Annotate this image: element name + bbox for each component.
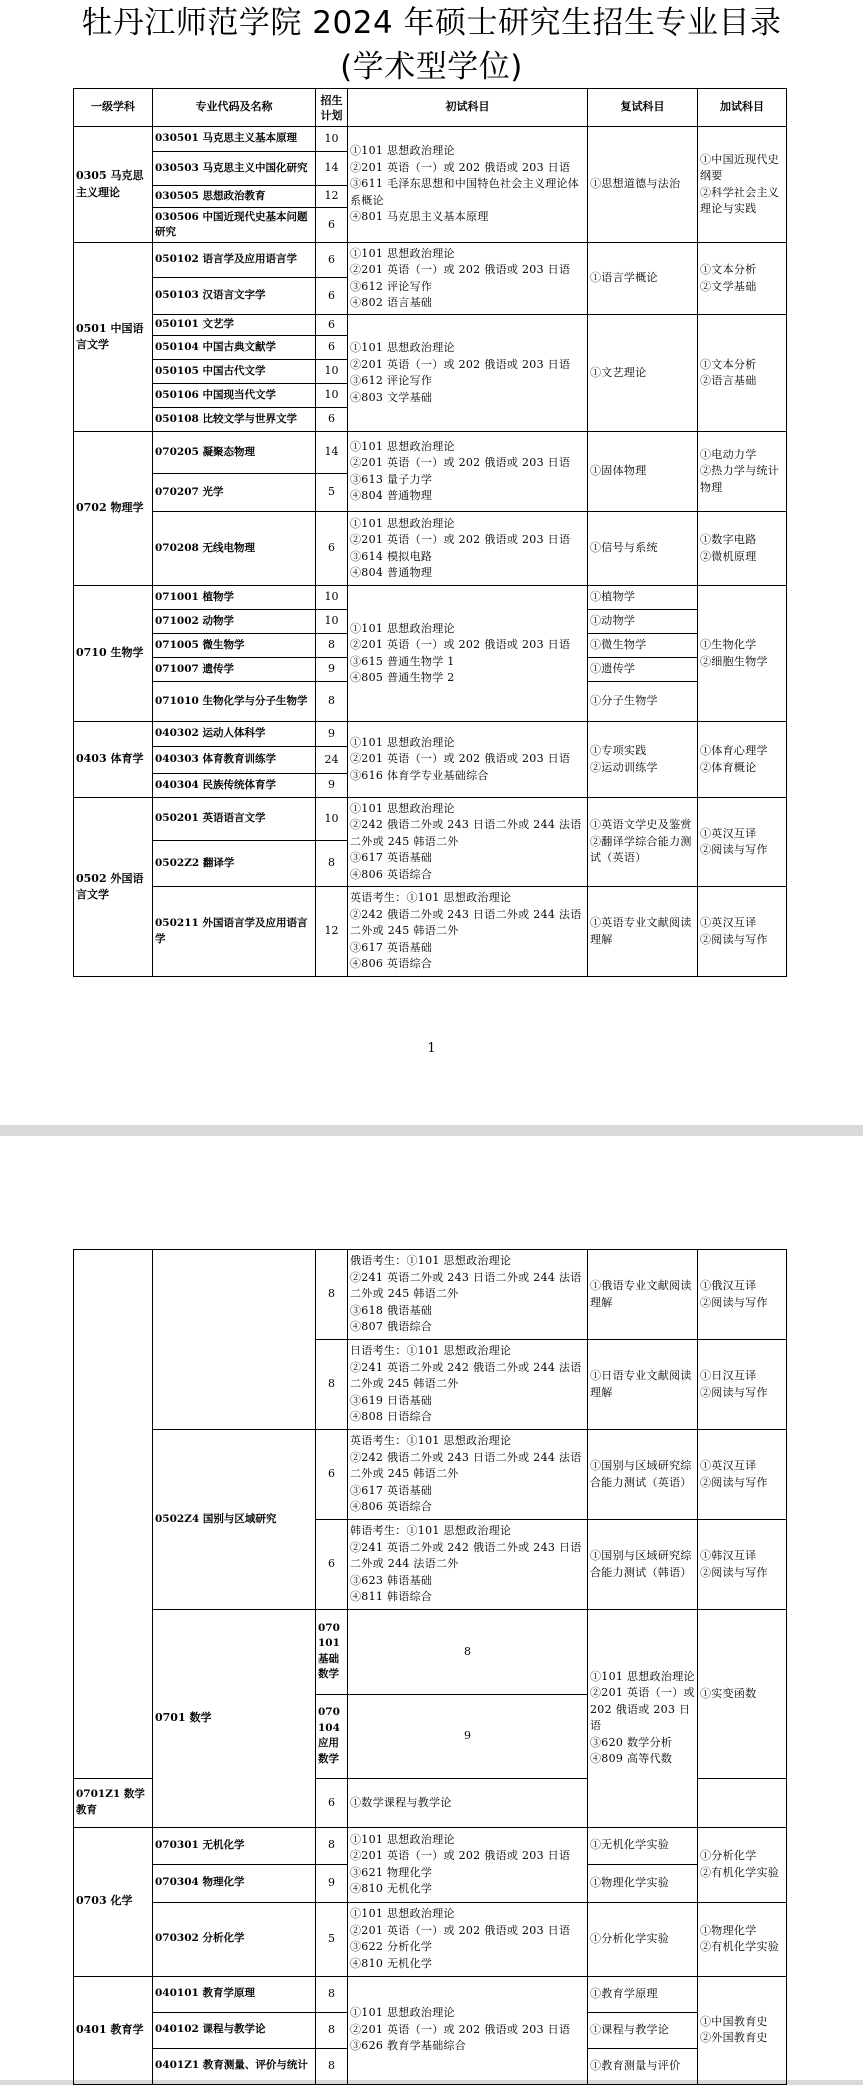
extra-line: ②微机原理	[700, 549, 757, 563]
plan-cell: 14	[316, 152, 348, 186]
extra-line: ②外国教育史	[700, 2031, 768, 2044]
exam-line: ④803 文学基础	[350, 390, 433, 404]
discipline-cell-continued	[74, 1250, 153, 1779]
exam-line: ②242 俄语二外或 243 日语二外或 244 法语二外或 245 韩语二外	[350, 1450, 582, 1481]
extra-cell	[698, 1250, 787, 1340]
extra-line: ①英汉互译	[700, 1459, 757, 1472]
exam-line: ②201 英语（一）或 202 俄语或 203 日语	[350, 1923, 571, 1937]
retest-line: ②翻译学综合能力测试（英语）	[590, 834, 692, 865]
extra-cell	[698, 127, 787, 243]
table-row	[74, 432, 787, 474]
discipline-cell: 0710 生物学	[74, 586, 153, 722]
exam-line: ③621 物理化学	[350, 1865, 433, 1879]
extra-line: ②语言基础	[700, 374, 757, 387]
exam-line: ④806 英语综合	[350, 1500, 433, 1514]
exam-line: 日语考生：①101 思想政治理论	[350, 1344, 512, 1358]
major-cell: 040303 体育教育训练学	[153, 747, 316, 774]
initial-exam-cell	[348, 1902, 588, 1976]
plan-cell: 8	[316, 841, 348, 887]
table-row	[74, 1902, 787, 1976]
table-row	[74, 722, 787, 747]
extra-line: ②阅读与写作	[700, 1295, 768, 1309]
extra-cell	[698, 586, 787, 722]
retest-cell: ①遗传学	[588, 658, 698, 682]
extra-line: ②细胞生物学	[700, 654, 768, 668]
plan-cell: 8	[316, 2048, 348, 2084]
extra-cell	[698, 798, 787, 887]
retest-cell	[588, 127, 698, 243]
exam-line: ①101 思想政治理论	[350, 1832, 455, 1846]
exam-line: ②201 英语（一）或 202 俄语或 203 日语	[350, 2022, 571, 2036]
initial-exam-cell	[588, 1610, 698, 1828]
major-cell: 071010 生物化学与分子生物学	[153, 682, 316, 722]
extra-line: ①文本分析	[700, 263, 757, 276]
extra-cell	[698, 512, 787, 586]
extra-line: ①物理化学	[700, 1923, 757, 1937]
discipline-cell: 0401 教育学	[74, 1976, 153, 2084]
plan-cell: 12	[316, 186, 348, 208]
retest-line: ①思想道德与法治	[590, 177, 681, 191]
retest-cell	[588, 798, 698, 887]
plan-cell: 6	[316, 1520, 348, 1610]
retest-cell	[698, 1610, 787, 1779]
exam-line: ④802 语言基础	[350, 296, 433, 309]
exam-line: ②242 俄语二外或 243 日语二外或 244 法语二外或 245 韩语二外	[350, 818, 582, 848]
initial-exam-cell	[348, 887, 588, 977]
retest-cell: ①动物学	[588, 610, 698, 634]
exam-line: ②241 英语二外或 242 俄语二外或 244 法语二外或 245 韩语二外	[350, 1360, 582, 1391]
major-cell: 050106 中国现当代文学	[153, 384, 316, 408]
extra-cell	[698, 722, 787, 798]
page-subtitle: (学术型学位)	[340, 49, 523, 85]
initial-exam-cell	[348, 243, 588, 315]
retest-line: ①国别与区域研究综合能力测试（英语）	[590, 1459, 692, 1489]
initial-exam-cell	[348, 1976, 588, 2084]
header-retest: 复试科目	[588, 89, 698, 127]
extra-line: ②热力学与统计物理	[700, 464, 780, 494]
extra-line: ②阅读与写作	[700, 1565, 768, 1579]
exam-line: ④810 无机化学	[350, 1882, 433, 1895]
exam-line: ②241 英语二外或 242 俄语二外或 243 日语二外或 244 法语二外	[350, 1540, 582, 1571]
retest-cell	[588, 1827, 698, 1864]
exam-line: ④807 俄语综合	[350, 1320, 433, 1334]
extra-line: ①体育心理学	[700, 744, 768, 757]
retest-line: ①无机化学实验	[590, 1838, 670, 1852]
exam-line: ②201 英语（一）或 202 俄语或 203 日语	[590, 1686, 695, 1733]
table-row	[74, 243, 787, 278]
exam-line: ③618 俄语基础	[350, 1303, 433, 1317]
major-cell: 030505 思想政治教育	[153, 186, 316, 208]
retest-line: ①国别与区域研究综合能力测试（韩语）	[590, 1549, 692, 1579]
retest-cell: ①植物学	[588, 586, 698, 610]
retest-line: ①文艺理论	[590, 365, 647, 379]
exam-line: ②201 英语（一）或 202 俄语或 203 日语	[350, 456, 571, 469]
retest-line: ①英语专业文献阅读理解	[590, 916, 692, 946]
retest-line: ①专项实践	[590, 744, 647, 757]
extra-line: ②阅读与写作	[700, 1475, 768, 1489]
extra-cell	[698, 1902, 787, 1976]
plan-cell: 6	[316, 1430, 348, 1520]
extra-line: ①英汉互译	[700, 916, 757, 929]
retest-cell	[588, 315, 698, 432]
extra-line: ①文本分析	[700, 357, 757, 371]
table-row	[74, 887, 787, 977]
discipline-cell: 0702 物理学	[74, 432, 153, 586]
retest-line: ①物理化学实验	[590, 1875, 670, 1889]
exam-line: 韩语考生：①101 思想政治理论	[350, 1524, 512, 1538]
exam-line: 英语考生：①101 思想政治理论	[350, 1434, 512, 1448]
initial-exam-cell	[348, 722, 588, 798]
plan-cell: 12	[316, 887, 348, 977]
plan-cell: 9	[316, 658, 348, 682]
major-cell: 050108 比较文学与世界文学	[153, 408, 316, 432]
exam-line: ②201 英语（一）或 202 俄语或 203 日语	[350, 752, 571, 766]
initial-exam-cell	[348, 432, 588, 512]
plan-cell: 6	[316, 278, 348, 315]
header-discipline: 一级学科	[74, 89, 153, 127]
exam-line: ④801 马克思主义基本原理	[350, 210, 489, 224]
retest-cell: ①微生物学	[588, 634, 698, 658]
plan-cell: 6	[316, 408, 348, 432]
plan-cell: 8	[316, 1250, 348, 1340]
extra-line: ①生物化学	[700, 638, 757, 651]
exam-line: ④804 普通物理	[350, 566, 433, 579]
exam-line: ④804 普通物理	[350, 489, 433, 502]
major-cell: 0502Z4 国别与区域研究	[153, 1430, 316, 1610]
retest-cell	[348, 1779, 588, 1827]
exam-line: ③615 普通生物学 1	[350, 654, 455, 668]
extra-cell	[698, 1976, 787, 2084]
retest-cell	[588, 243, 698, 315]
extra-cell	[698, 432, 787, 512]
retest-line: ①固体物理	[590, 464, 647, 478]
table-row	[74, 127, 787, 152]
exam-line: ①101 思想政治理论	[350, 144, 455, 158]
exam-line: ③614 模拟电路	[350, 549, 433, 563]
exam-line: ②201 英语（一）或 202 俄语或 203 日语	[350, 357, 571, 371]
retest-cell	[588, 1520, 698, 1610]
major-cell: 0502Z2 翻译学	[153, 841, 316, 887]
extra-line: ②文学基础	[700, 279, 757, 293]
retest-line: ①信号与系统	[590, 541, 658, 555]
major-cell: 050103 汉语言文字学	[153, 278, 316, 315]
retest-line: ①分析化学实验	[590, 1931, 670, 1945]
plan-cell: 8	[316, 1827, 348, 1864]
exam-line: ③611 毛泽东思想和中国特色社会主义理论体系概论	[350, 177, 580, 207]
major-cell: 070101 基础数学	[316, 1610, 348, 1695]
retest-cell	[588, 1902, 698, 1976]
exam-line: ③612 评论写作	[350, 374, 433, 387]
initial-exam-cell	[348, 798, 588, 887]
plan-cell: 14	[316, 432, 348, 474]
plan-cell: 8	[316, 1976, 348, 2012]
plan-cell: 10	[316, 586, 348, 610]
table-row	[74, 1610, 787, 1695]
plan-cell: 8	[316, 634, 348, 658]
initial-exam-cell	[348, 1340, 588, 1430]
plan-cell: 6	[316, 336, 348, 360]
exam-line: ④806 英语综合	[350, 957, 433, 971]
major-cell: 050105 中国古代文学	[153, 360, 316, 384]
plan-cell: 24	[316, 747, 348, 774]
plan-cell: 10	[316, 127, 348, 152]
page-number: 1	[427, 1041, 436, 1056]
major-cell: 0401Z1 教育测量、评价与统计	[153, 2048, 316, 2084]
extra-line: ①韩汉互译	[700, 1549, 757, 1562]
major-cell: 071005 微生物学	[153, 634, 316, 658]
retest-cell	[588, 1430, 698, 1520]
major-cell: 071007 遗传学	[153, 658, 316, 682]
extra-line: ②阅读与写作	[700, 1385, 768, 1399]
exam-line: 英语考生：①101 思想政治理论	[350, 891, 512, 905]
retest-cell	[588, 1864, 698, 1902]
retest-line: ①教育学原理	[590, 1986, 658, 2000]
exam-line: ②242 俄语二外或 243 日语二外或 244 法语二外或 245 韩语二外	[350, 907, 582, 938]
plan-cell: 10	[316, 610, 348, 634]
table-row	[74, 1976, 787, 2012]
extra-line: ①分析化学	[700, 1849, 757, 1862]
extra-line: ②有机化学实验	[700, 1940, 780, 1953]
table-row	[74, 315, 787, 336]
initial-exam-cell	[348, 512, 588, 586]
retest-cell	[588, 722, 698, 798]
major-cell: 070301 无机化学	[153, 1827, 316, 1864]
initial-exam-cell	[348, 1827, 588, 1902]
initial-exam-cell	[348, 315, 588, 432]
table-row	[74, 1430, 787, 1520]
major-cell: 040304 民族传统体育学	[153, 774, 316, 798]
major-cell: 050201 英语语言文学	[153, 798, 316, 841]
exam-line: ③617 英语基础	[350, 940, 433, 954]
table-row	[74, 1827, 787, 1864]
exam-line: ②201 英语（一）或 202 俄语或 203 日语	[350, 533, 571, 546]
major-cell: 040101 教育学原理	[153, 1976, 316, 2012]
plan-cell: 8	[316, 1340, 348, 1430]
plan-cell: 6	[316, 243, 348, 278]
retest-line: ①日语专业文献阅读理解	[590, 1369, 692, 1399]
exam-line: ②201 英语（一）或 202 俄语或 203 日语	[350, 1849, 571, 1862]
exam-line: ③619 日语基础	[350, 1393, 433, 1407]
catalog-table-1	[73, 88, 787, 977]
retest-cell	[588, 1250, 698, 1340]
retest-line: ①数学课程与教学论	[350, 1795, 452, 1809]
retest-line: ①教育测量与评价	[590, 2058, 681, 2072]
header-extra: 加试科目	[698, 89, 787, 127]
major-cell: 070205 凝聚态物理	[153, 432, 316, 474]
table-row	[74, 586, 787, 610]
major-cell: 070104 应用数学	[316, 1694, 348, 1779]
retest-line: ①实变函数	[700, 1686, 757, 1700]
exam-line: 俄语考生：①101 思想政治理论	[350, 1254, 512, 1268]
plan-cell: 5	[316, 1902, 348, 1976]
discipline-cell: 0403 体育学	[74, 722, 153, 798]
header-major: 专业代码及名称	[153, 89, 316, 127]
plan-cell: 9	[348, 1694, 588, 1779]
initial-exam-cell	[348, 1250, 588, 1340]
exam-line: ③612 评论写作	[350, 279, 433, 293]
plan-cell: 5	[316, 474, 348, 512]
exam-line: ④808 日语综合	[350, 1410, 433, 1424]
discipline-cell: 0703 化学	[74, 1827, 153, 1976]
extra-line: ②科学社会主义理论与实践	[700, 185, 780, 215]
extra-line: ①中国教育史	[700, 2014, 768, 2028]
exam-line: ③620 数学分析	[590, 1735, 673, 1749]
retest-cell	[588, 887, 698, 977]
exam-line: ②241 英语二外或 243 日语二外或 244 法语二外或 245 韩语二外	[350, 1270, 582, 1301]
exam-line: ①101 思想政治理论	[350, 341, 455, 354]
discipline-cell: 0502 外国语言文学	[74, 798, 153, 977]
major-cell: 040102 课程与教学论	[153, 2012, 316, 2048]
exam-line: ①101 思想政治理论	[350, 801, 455, 815]
exam-line: ①101 思想政治理论	[350, 2006, 455, 2020]
plan-cell: 10	[316, 360, 348, 384]
major-cell: 030503 马克思主义中国化研究	[153, 152, 316, 186]
exam-line: ④810 无机化学	[350, 1956, 433, 1970]
exam-line: ①101 思想政治理论	[590, 1669, 695, 1683]
major-cell: 070304 物理化学	[153, 1864, 316, 1902]
exam-line: ③616 体育学专业基础综合	[350, 768, 489, 782]
extra-cell	[698, 243, 787, 315]
plan-cell: 8	[316, 2012, 348, 2048]
plan-cell: 6	[316, 512, 348, 586]
retest-line: ①课程与教学论	[590, 2022, 670, 2036]
extra-line: ②阅读与写作	[700, 932, 768, 946]
discipline-cell: 0501 中国语言文学	[74, 243, 153, 432]
major-cell: 050104 中国古典文献学	[153, 336, 316, 360]
plan-cell: 10	[316, 798, 348, 841]
major-cell: 050102 语言学及应用语言学	[153, 243, 316, 278]
initial-exam-cell	[348, 1520, 588, 1610]
extra-line: ①英汉互译	[700, 826, 757, 840]
major-cell: 040302 运动人体科学	[153, 722, 316, 747]
major-cell: 070207 光学	[153, 474, 316, 512]
table-row	[74, 1250, 787, 1340]
plan-cell: 9	[316, 1864, 348, 1902]
extra-line: ②阅读与写作	[700, 843, 768, 856]
header-plan: 招生计划	[316, 89, 348, 127]
exam-line: ③613 量子力学	[350, 472, 433, 486]
major-cell: 070208 无线电物理	[153, 512, 316, 586]
retest-cell	[588, 1340, 698, 1430]
exam-line: ①101 思想政治理论	[350, 439, 455, 453]
retest-line: ①俄语专业文献阅读理解	[590, 1279, 692, 1309]
exam-line: ②201 英语（一）或 202 俄语或 203 日语	[350, 263, 571, 276]
extra-line: ②体育概论	[700, 760, 757, 774]
plan-cell: 8	[316, 682, 348, 722]
header-initial-exam: 初试科目	[348, 89, 588, 127]
extra-cell	[698, 1340, 787, 1430]
exam-line: ④811 韩语综合	[350, 1590, 433, 1604]
major-cell: 070302 分析化学	[153, 1902, 316, 1976]
retest-cell	[588, 432, 698, 512]
exam-line: ②201 英语（一）或 202 俄语或 203 日语	[350, 638, 571, 651]
plan-cell: 6	[316, 315, 348, 336]
plan-cell: 10	[316, 384, 348, 408]
exam-line: ③617 英语基础	[350, 851, 433, 865]
major-cell: 050101 文艺学	[153, 315, 316, 336]
major-cell: 071001 植物学	[153, 586, 316, 610]
extra-cell	[698, 1430, 787, 1520]
major-cell: 071002 动物学	[153, 610, 316, 634]
exam-line: ①101 思想政治理论	[350, 246, 455, 260]
initial-exam-cell	[348, 127, 588, 243]
initial-exam-cell	[348, 586, 588, 722]
extra-line: ①日汉互译	[700, 1369, 757, 1382]
major-cell: 030506 中国近现代史基本问题研究	[153, 208, 316, 243]
extra-line: ①电动力学	[700, 447, 757, 461]
discipline-cell: 0701 数学	[153, 1610, 316, 1828]
exam-line: ①101 思想政治理论	[350, 621, 455, 635]
table-row	[74, 798, 787, 841]
page-title: 牡丹江师范学院 2024 年硕士研究生招生专业目录	[81, 5, 782, 41]
extra-line: ①数字电路	[700, 533, 757, 546]
retest-cell	[588, 512, 698, 586]
exam-line: ④809 高等代数	[590, 1752, 673, 1766]
extra-line: ①俄汉互译	[700, 1279, 757, 1292]
extra-line: ①中国近现代史纲要	[700, 152, 780, 182]
document-page-2	[0, 1136, 863, 2080]
exam-line: ③623 韩语基础	[350, 1573, 433, 1587]
retest-line: ①语言学概论	[590, 271, 658, 285]
exam-line: ③622 分析化学	[350, 1940, 433, 1953]
plan-cell: 8	[348, 1610, 588, 1695]
extra-line: ②有机化学实验	[700, 1865, 780, 1879]
extra-cell	[698, 315, 787, 432]
table-header-row	[74, 89, 787, 127]
exam-line: ①101 思想政治理论	[350, 1907, 455, 1920]
retest-line: ②运动训练学	[590, 760, 658, 774]
table-row	[74, 512, 787, 586]
discipline-cell: 0305 马克思主义理论	[74, 127, 153, 243]
plan-cell: 6	[316, 208, 348, 243]
initial-exam-cell	[348, 1430, 588, 1520]
extra-cell	[698, 1827, 787, 1902]
exam-line: ①101 思想政治理论	[350, 735, 455, 749]
exam-line: ③626 教育学基础综合	[350, 2039, 467, 2053]
exam-line: ①101 思想政治理论	[350, 516, 455, 530]
major-cell: 050211 外国语言学及应用语言学	[153, 887, 316, 977]
major-cell: 030501 马克思主义基本原理	[153, 127, 316, 152]
major-cell-continued	[153, 1250, 316, 1430]
major-cell: 0701Z1 数学教育	[74, 1779, 153, 1827]
exam-line: ④805 普通生物学 2	[350, 671, 455, 684]
retest-cell	[588, 2012, 698, 2048]
exam-line: ④806 英语综合	[350, 867, 433, 881]
exam-line: ③617 英语基础	[350, 1483, 433, 1497]
plan-cell: 9	[316, 774, 348, 798]
retest-cell	[588, 1976, 698, 2012]
extra-cell	[698, 887, 787, 977]
exam-line: ②201 英语（一）或 202 俄语或 203 日语	[350, 160, 571, 174]
plan-cell: 9	[316, 722, 348, 747]
retest-cell	[588, 2048, 698, 2084]
extra-cell	[698, 1520, 787, 1610]
retest-line: ①英语文学史及鉴赏	[590, 818, 692, 832]
retest-cell: ①分子生物学	[588, 682, 698, 722]
plan-cell: 6	[316, 1779, 348, 1827]
catalog-table-2	[73, 1249, 787, 2085]
